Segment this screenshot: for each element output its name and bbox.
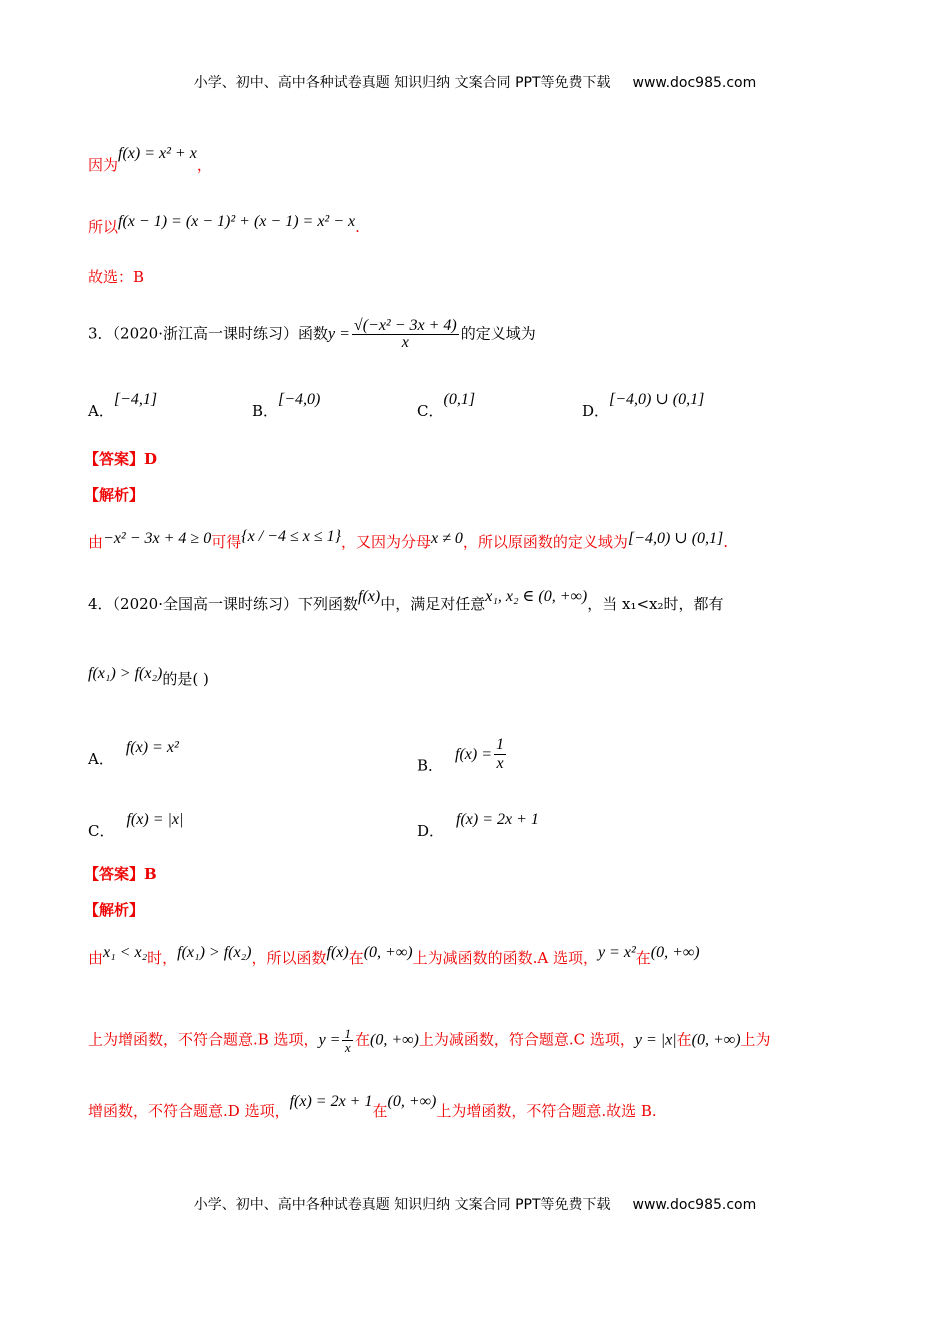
- math: f(x₁) > f(x₂): [88, 665, 163, 682]
- option-math: [−4,0) ∪ (0,1]: [609, 391, 705, 408]
- q3-source: （2020·浙江高一课时练习）函数: [112, 324, 328, 343]
- text: .: [723, 533, 729, 551]
- option-label: D．: [582, 402, 610, 420]
- text: 可得: [211, 533, 242, 551]
- q3-option-b[interactable]: [252, 391, 321, 421]
- q3-option-c[interactable]: [417, 391, 476, 421]
- option-label: D．: [417, 822, 445, 840]
- q4-source: （2020·全国高一课时练习）下列函数: [112, 595, 358, 613]
- text: ，又因为分母: [341, 533, 432, 551]
- text: 由: [88, 533, 104, 551]
- text: 因为: [88, 156, 119, 174]
- option-label: B．: [417, 756, 444, 775]
- q4-analysis-line2: [88, 1027, 771, 1054]
- footer-site-link[interactable]: www.doc985.com: [632, 1197, 757, 1213]
- fraction-num: 1: [496, 736, 505, 753]
- math-fraction: [342, 1027, 353, 1054]
- math: f(x − 1) = (x − 1)² + (x − 1) = x² − x: [118, 213, 356, 230]
- page-footer: [0, 1194, 950, 1214]
- q3-fraction: [352, 318, 459, 351]
- math: (0, +∞): [387, 1093, 437, 1110]
- option-fraction: [494, 736, 506, 773]
- text: ，所以函数: [251, 949, 327, 967]
- q3-number: 3．: [88, 324, 113, 343]
- option-math: f(x) = x²: [125, 739, 179, 756]
- text: 在: [372, 1102, 388, 1120]
- option-label: B．: [252, 402, 279, 420]
- header-text: 小学、初中、高中各种试卷真题 知识归纳 文案合同 PPT等免费下载: [193, 75, 611, 91]
- text: 上为增函数，不符合题意.故选 B.: [436, 1102, 657, 1120]
- fraction-den: x: [344, 1040, 351, 1055]
- option-label: A．: [88, 750, 114, 768]
- q3-suffix: 的定义域为: [460, 324, 536, 343]
- q4-answer: 【答案】B: [84, 865, 157, 883]
- math: f(x): [358, 588, 381, 605]
- text: 在: [348, 949, 364, 967]
- q4-option-c[interactable]: [88, 811, 184, 841]
- text: 在: [354, 1030, 370, 1049]
- q4-option-a[interactable]: [88, 739, 179, 769]
- math: [−4,0) ∪ (0,1]: [627, 530, 724, 547]
- page-header: [0, 72, 950, 92]
- option-label: C．: [417, 402, 444, 420]
- option-math: [−4,0): [278, 391, 321, 408]
- text: 所以: [88, 218, 119, 236]
- option-label: C．: [88, 822, 115, 840]
- text: ，所以原函数的定义域为: [462, 533, 628, 551]
- option-math: f(x) = |x|: [126, 811, 184, 828]
- sol-prev-line2: [88, 213, 360, 236]
- math: f(x) = 2x + 1: [289, 1093, 373, 1110]
- text: 中，满足对任意: [380, 595, 486, 613]
- text: 时，: [147, 949, 178, 967]
- q4-stem-line1: [88, 588, 724, 613]
- q4-number: 4．: [88, 595, 113, 613]
- text: 在: [635, 949, 651, 967]
- text: ，: [196, 156, 212, 174]
- fraction-num: √(−x² − 3x + 4): [353, 317, 457, 334]
- q4-option-d[interactable]: [417, 811, 539, 841]
- text: 在: [676, 1030, 692, 1049]
- math: (0, +∞): [369, 1031, 419, 1049]
- footer-text: 小学、初中、高中各种试卷真题 知识归纳 文案合同 PPT等免费下载: [193, 1197, 611, 1213]
- text: 由: [88, 949, 104, 967]
- q4-option-b[interactable]: [417, 736, 508, 785]
- math: y = |x|: [634, 1031, 677, 1049]
- q3-option-a[interactable]: [88, 391, 158, 421]
- fraction-den: x: [401, 334, 409, 351]
- math: y =: [328, 325, 350, 343]
- math: {x / −4 ≤ x ≤ 1}: [241, 528, 342, 545]
- text: 上为: [740, 1030, 771, 1049]
- q3-option-d[interactable]: [582, 391, 705, 421]
- fraction-den: x: [494, 754, 506, 773]
- q4-analysis-title: 【解析】: [84, 901, 145, 919]
- math: x ≠ 0: [431, 530, 463, 547]
- math: f(x₁) > f(x₂): [177, 944, 252, 961]
- q4-stem-line2: [88, 665, 209, 688]
- option-math: f(x) = 2x + 1: [456, 811, 539, 828]
- header-site-link[interactable]: www.doc985.com: [632, 75, 757, 91]
- text: ，当 x₁<x₂时，都有: [587, 595, 724, 613]
- q4-analysis-line1: [88, 944, 700, 967]
- text: 上为增函数，不符合题意.B 选项，: [88, 1030, 319, 1049]
- math: (0, +∞): [650, 944, 700, 961]
- math: −x² − 3x + 4 ≥ 0: [103, 530, 212, 547]
- text: 增函数，不符合题意.D 选项，: [88, 1102, 290, 1120]
- q3-analysis: [88, 528, 729, 551]
- math: x₁, x₂ ∈ (0, +∞): [485, 588, 588, 605]
- q4-analysis-line3: [88, 1093, 657, 1120]
- text: 上为减函数，符合题意.C 选项，: [418, 1030, 635, 1049]
- option-math: (0,1]: [443, 391, 476, 408]
- text: 的是( ): [162, 670, 209, 688]
- text: 上为减函数的函数.A 选项，: [412, 949, 598, 967]
- option-math: [−4,1]: [113, 391, 158, 408]
- option-math: f(x) =: [455, 745, 493, 763]
- q3-analysis-title: 【解析】: [84, 486, 145, 504]
- sol-prev-choice: 故选：B: [88, 268, 145, 286]
- math: (0, +∞): [691, 1031, 741, 1049]
- math: f(x) = x² + x: [118, 145, 197, 162]
- math: (0, +∞): [363, 944, 413, 961]
- sol-prev-line1: [88, 145, 212, 174]
- math: f(x): [326, 944, 349, 961]
- q3-answer: 【答案】D: [84, 450, 158, 468]
- fraction-num: 1: [344, 1026, 351, 1041]
- option-label: A．: [88, 402, 114, 420]
- math: y =: [318, 1031, 341, 1049]
- q3-stem: [88, 318, 536, 351]
- math: y = x²: [597, 944, 636, 961]
- math: x₁ < x₂: [103, 944, 148, 961]
- text: .: [355, 218, 360, 236]
